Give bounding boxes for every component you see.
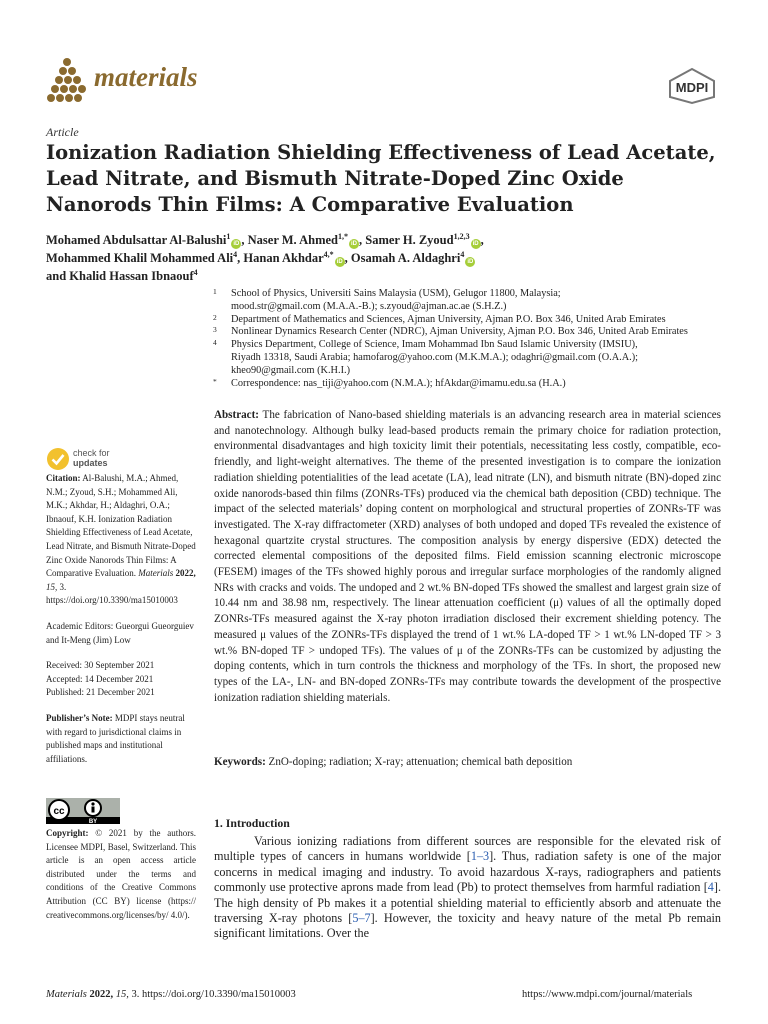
footer-citation: Materials 2022, 15, 3. https://doi.org/10.3390/ma15010003 bbox=[46, 989, 296, 1000]
author-name: Hanan Akhdar bbox=[243, 251, 324, 265]
citation-link[interactable]: 4 bbox=[707, 880, 714, 895]
affiliations bbox=[213, 288, 733, 390]
orcid-icon[interactable]: iD bbox=[472, 241, 479, 247]
author-name: Osamah A. Aldaghri bbox=[350, 251, 461, 265]
orcid-icon[interactable]: iD bbox=[233, 241, 240, 247]
svg-text:cc: cc bbox=[53, 806, 65, 817]
citation-doi-link[interactable]: 3. https://doi.org/10.3390/ma15010003 bbox=[46, 581, 178, 606]
sidebar bbox=[46, 472, 198, 778]
affiliation-item: 1 School of Physics, Universiti Sains Malaysia (USM), Gelugor 11800, Malaysia; mood.str@gmail.com (M.A.A.-B.); s.zyoud@ajman.ac.ae (S.H.Z.) bbox=[213, 287, 561, 312]
section-heading: 1. Introduction bbox=[214, 816, 290, 830]
author-list: Mohamed Abdulsattar Al-Balushi$^1$iD , Naser M. Ahmed$^{1,*}$iD , Samer H. Zyoud$^{1,2,3}$iD , Mohammed Khalil Mohammed Ali$^4$, Hanan Akhdar$^{4,*}$iD , Osamah A. Aldaghri$^4$iD and Khalid Hassan Ibnaouf$^4$ bbox=[46, 232, 484, 283]
correspondence: * Correspondence: nas_tiji@yahoo.com (N.M.A.); hfAkdar@imamu.edu.sa (H.A.) bbox=[213, 376, 566, 389]
journal-logo-icon bbox=[45, 58, 89, 104]
author-name: Mohamed Abdulsattar Al-Balushi bbox=[46, 233, 227, 247]
cc-by-label: BY bbox=[88, 819, 98, 824]
keywords: Keywords: ZnO-doping; radiation; X-ray; attenuation; chemical bath deposition bbox=[214, 756, 573, 768]
dates: Received: 30 September 2021 Accepted: 14 December 2021 Published: 21 December 2021 bbox=[46, 660, 155, 698]
article-type: Article bbox=[46, 125, 79, 139]
journal-name: materials bbox=[94, 62, 198, 92]
orcid-icon[interactable]: iD bbox=[467, 259, 474, 265]
paper-title: Ionization Radiation Shielding Effectiveness of Lead Acetate, Lead Nitrate, and Bismuth Nitrate-Doped Zinc Oxide Nanorods Thin Films: A Comparative Evaluation bbox=[46, 141, 716, 216]
author-name: Mohammed Khalil Mohammed Ali bbox=[46, 251, 234, 265]
footer-journal-url[interactable]: https://www.mdpi.com/journal/materials bbox=[522, 989, 693, 1000]
introduction-paragraph: Various ionizing radiations from different sources are responsible for the elevated risk of multiple types of cancers in humans worldwide [1–3]. Thus, radiation safety is one of the major concerns in medical imaging and industry. To avoid hazardous X-rays, radiographers and patients commonly use protective aprons made from lead (Pb) to protect themselves from harmful radiation [4]. The high density of Pb makes it a potential shielding material to efficiently absorb and attenuate the traversing X-ray photons [5–7]. However, the toxicity and heavy nature of the metal Pb remain significant limitations. Over the bbox=[214, 834, 722, 941]
author-name: Samer H. Zyoud bbox=[365, 233, 454, 247]
copyright-notice: Copyright: © 2021 by the authors. Licensee MDPI, Basel, Switzerland. This article is an open access article distributed under the terms and conditions of the Creative Commons Attribution (CC BY) license (https:// creativecommons.org/licenses/by/ 4.0/). bbox=[46, 828, 197, 920]
mdpi-logo-icon bbox=[666, 67, 718, 105]
citation-link[interactable]: 1–3 bbox=[470, 849, 490, 864]
author-name: Naser M. Ahmed bbox=[247, 233, 339, 247]
check-for-updates-button[interactable]: check for updates bbox=[46, 447, 136, 473]
affiliation-item: 2 Department of Mathematics and Sciences, Ajman University, Ajman P.O. Box 346, United Arab Emirates bbox=[213, 312, 666, 325]
abstract: Abstract: The fabrication of Nano-based shielding materials is an advancing research area in material sciences and nanotechnology. Although bulky lead-based products remain the primary choice for radiation protection, environmental disadvantages and high toxicity limit their potentials, necessitating less costly, compatible, eco-friendly, and light-weight alternatives. The theme of the presented investigation is to compare the ionization radiation shielding potentialities of the lead acetate (LA), lead nitrate (LN), and bismuth nitrate (BN)-doped zinc oxide nanorods-based thin films (ZONRs-TFs) produced via the chemical bath deposition (CBD) technique. The impact of the selected materials’ doping content on morphological and structural properties of ZONRs-TF was investigated. The X-ray diffractometer (XRD) analyses of both undoped and doped TFs revealed the existence of hexagonal quartzite crystal structures. The composition analysis by energy dispersive (EDX) detected the corrected elemental compositions of the deposited films. Field emission scanning electronic microscope (FESEM) images of the TFs showed highly porous and irregular surface morphologies of the randomly aligned NRs with cracks and voids. The undoped and 2 wt.% BN-doped TFs showed the smallest and largest grain size of 10.44 nm and 38.98 nm, respectively. The linear attenuation coefficient (μ) values of all the optimally doped ZONRs-TFs measured against the X-ray photon irradiation disclosed their excrement shielding potency. The measured μ values of the ZONRs-TFs displayed the trend of 1 wt.% LA-doped TF > 1 wt.% LN-doped TF > 3 wt.% BN-doped TF > undoped TFs). The values of μ of the ZONRs-TFs can be customized by adjusting the doping contents, which in turn controls the thickness and morphology of the TFs. In short, the proposed new types of the LA-, LN- and BN-doped ZONRs-TFs may contribute towards the development of the prospective ionization radiation shielding materials. bbox=[214, 409, 721, 704]
orcid-icon[interactable]: iD bbox=[336, 259, 343, 265]
author-name: Khalid Hassan Ibnaouf bbox=[69, 269, 194, 283]
citation-link[interactable]: 5–7 bbox=[352, 911, 371, 926]
academic-editors: Academic Editors: Gueorgui Gueorguiev and It-Meng (Jim) Low bbox=[46, 620, 194, 645]
orcid-icon[interactable]: iD bbox=[351, 241, 358, 247]
citation: Citation: Al-Balushi, M.A.; Ahmed, N.M.; Zyoud, S.H.; Mohammed Ali, M.K.; Akhdar, H.; Aldaghri, O.A.; Ibnaouf, K.H. Ionization Radiation Shielding Effectiveness of Lead Acetate, Lead Nitrate, and Bismuth Nitrate-Doped Zinc Oxide Nanorods Thin Films: A Comparative Evaluation. Materials 2022, 15, 3. https://doi.org/10.3390/ma15010003 bbox=[46, 473, 196, 606]
check-updates-icon bbox=[46, 447, 70, 471]
publisher-note: Publisher’s Note: MDPI stays neutral with regard to jurisdictional claims in published maps and institutional affiliations. bbox=[46, 712, 185, 764]
affiliation-item: 3 Nonlinear Dynamics Research Center (NDRC), Ajman University, Ajman P.O. Box 346, United Arab Emirates bbox=[213, 325, 688, 338]
affiliation-item: 4 Physics Department, College of Science, Imam Mohammad Ibn Saud Islamic University (IMSIU), Riyadh 13318, Saudi Arabia; hamofarog@yahoo.com (M.K.M.A.); odaghri@gmail.com (O.A.A.); kheo90@gmail.com (K.H.I.) bbox=[213, 338, 639, 376]
publisher-label: MDPI bbox=[675, 80, 709, 95]
cc-by-license-icon[interactable] bbox=[46, 798, 120, 824]
